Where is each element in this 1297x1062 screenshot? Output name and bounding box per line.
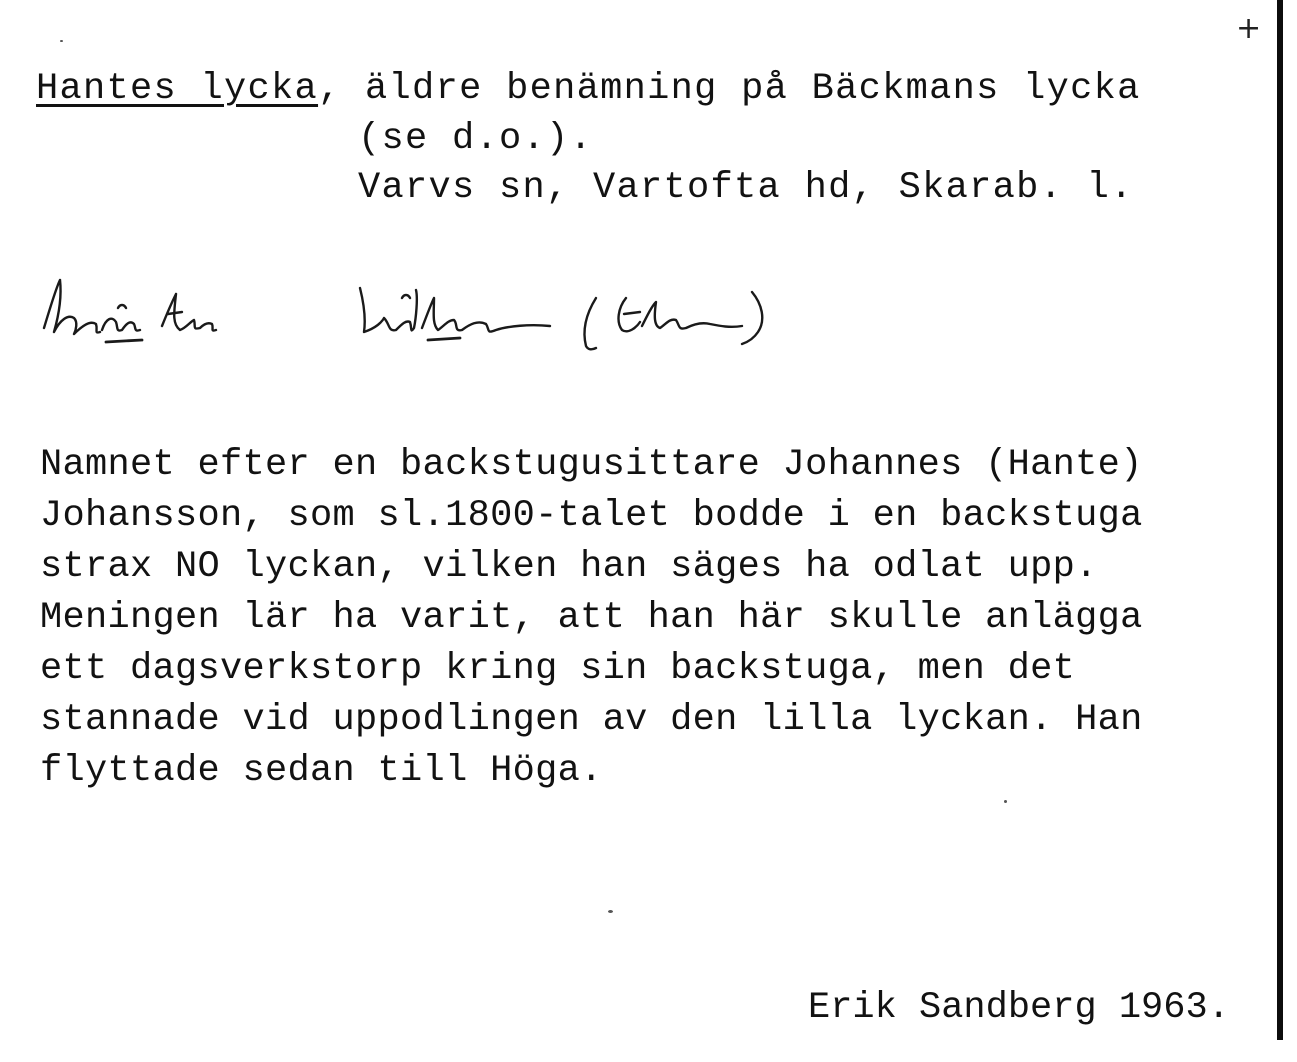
signature: Erik Sandberg 1963. bbox=[808, 987, 1230, 1029]
description-block bbox=[40, 440, 1143, 797]
ink-speck bbox=[1004, 800, 1007, 803]
ink-speck bbox=[608, 910, 613, 913]
description-line-7: flyttade sedan till Höga. bbox=[40, 750, 603, 792]
ink-speck bbox=[60, 40, 63, 42]
entry-line-2: (se d.o.). bbox=[358, 118, 594, 160]
entry-definition: , äldre benämning på Bäckmans lycka bbox=[318, 68, 1141, 110]
card-edge-line bbox=[1277, 0, 1283, 1040]
entry-location: Varvs sn, Vartofta hd, Skarab. l. bbox=[358, 167, 1134, 209]
description-line-6: stannade vid uppodlingen av den lilla lyckan. Han bbox=[40, 699, 1143, 741]
corner-plus-mark: + bbox=[1236, 11, 1262, 46]
description-line-3: strax NO lyckan, vilken han säges ha odlat upp. bbox=[40, 546, 1098, 588]
description-line-1: Namnet efter en backstugusittare Johannes (Hante) bbox=[40, 444, 1143, 486]
handwritten-note bbox=[30, 268, 790, 368]
description-line-4: Meningen lär ha varit, att han här skulle anlägga bbox=[40, 597, 1143, 639]
headword: Hantes lycka bbox=[36, 68, 319, 110]
description-line-2: Johansson, som sl.1800-talet bodde i en backstuga bbox=[40, 495, 1143, 537]
entry-line-1 bbox=[36, 64, 1141, 114]
description-line-5: ett dagsverkstorp kring sin backstuga, men det bbox=[40, 648, 1076, 690]
